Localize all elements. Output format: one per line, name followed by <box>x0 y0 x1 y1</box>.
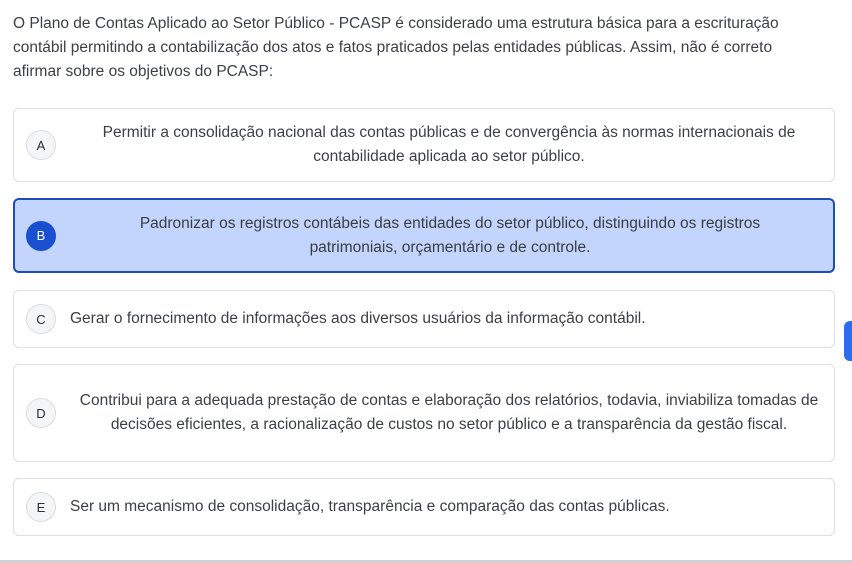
option-c[interactable] <box>13 290 835 348</box>
side-panel-tab[interactable] <box>844 321 852 361</box>
option-e[interactable] <box>13 478 835 536</box>
option-text-e: Ser um mecanismo de consolidação, transparência e comparação das contas públicas. <box>70 498 670 515</box>
option-d[interactable] <box>13 364 835 462</box>
option-text-a: Permitir a consolidação nacional das contas públicas e de convergência às normas internacionais de contabilidade aplicada ao setor público. <box>102 124 796 165</box>
option-letter-d: D <box>26 398 56 428</box>
question-text: O Plano de Contas Aplicado ao Setor Público - PCASP é considerado uma estrutura básica para a escrituração contábil permitindo a contabilização dos atos e fatos praticados pelas entidades públicas. Assim, não é correto afirmar sobre os objetivos do PCASP: <box>13 15 779 80</box>
option-a[interactable] <box>13 108 835 182</box>
option-text-d: Contribui para a adequada prestação de contas e elaboração dos relatórios, todavia, inviabiliza tomadas de decisões eficientes, a racionalização de custos no setor público e a transparência da gestão fiscal. <box>79 392 819 433</box>
option-letter-c: C <box>26 304 56 334</box>
option-letter-e: E <box>26 492 56 522</box>
option-letter-b: B <box>26 221 56 251</box>
option-b[interactable] <box>13 198 835 273</box>
option-text-c: Gerar o fornecimento de informações aos diversos usuários da informação contábil. <box>70 310 646 327</box>
option-letter-a: A <box>26 130 56 160</box>
option-text-b: Padronizar os registros contábeis das entidades do setor público, distinguindo os registros patrimoniais, orçamentário e de controle. <box>139 214 761 256</box>
